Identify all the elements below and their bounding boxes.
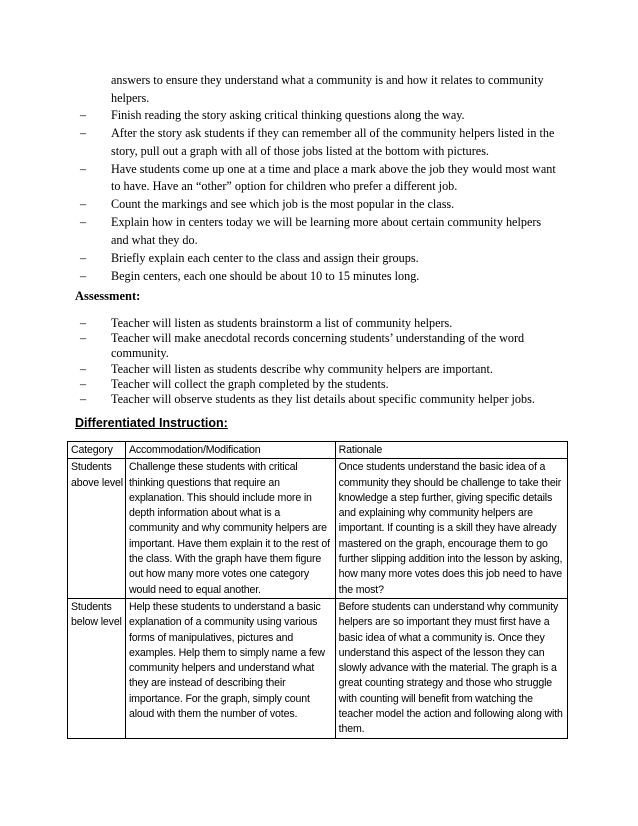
dash-bullet: – — [80, 269, 87, 284]
dash-bullet: – — [80, 392, 87, 407]
dash-bullet: – — [80, 316, 87, 330]
cell-rationale: Once students understand the basic idea of a community they should be challenge to take their knowledge a step further, giving specific details and explaining why community helpers are important. If counting is a skill they have already mastered on the graph, encourage them to go further slipping addition into the lesson by asking, how many more votes does this job need to have the most? — [335, 459, 567, 599]
dash-bullet: – — [80, 108, 87, 122]
procedure-item-text: Briefly explain each center to the class and assign their groups. — [111, 250, 419, 265]
assessment-item — [80, 377, 560, 392]
procedure-item — [80, 268, 560, 286]
dash-bullet: – — [80, 215, 87, 230]
column-header-category: Category — [68, 442, 126, 459]
assessment-item — [80, 331, 560, 361]
dash-bullet: – — [80, 376, 87, 391]
procedure-list — [80, 107, 560, 286]
cell-accommodation: Challenge these students with critical thinking questions that require an explanation. This should include more in depth information about what is a community and why community helpers are important. Have them explain it to the rest of the class. With the graph have them figure out how many more votes one category would need to equal another. — [125, 459, 335, 599]
cell-accommodation: Help these students to understand a basic explanation of a community using various forms of manipulatives, pictures and examples. Help them to simply name a few community helpers and understand what they are instead of describing their importance. For the graph, simply count aloud with them the number of votes. — [125, 598, 335, 738]
procedure-item — [80, 250, 560, 268]
procedure-item-text: Begin centers, each one should be about 10 to 15 minutes long. — [111, 269, 420, 284]
procedure-item — [80, 107, 560, 125]
column-header-rationale: Rationale — [335, 442, 567, 459]
assessment-item-text: Teacher will listen as students describe why community helpers are important. — [111, 361, 493, 376]
assessment-item — [80, 392, 560, 407]
procedure-item — [80, 196, 560, 214]
cell-category: Students above level — [68, 459, 126, 599]
dash-bullet: – — [80, 197, 87, 212]
table-row — [68, 598, 568, 738]
assessment-item-text: Teacher will observe students as they list details about specific community helper jobs. — [111, 392, 535, 407]
assessment-item-text: Teacher will collect the graph completed by the students. — [111, 376, 389, 391]
cell-rationale: Before students can understand why community helpers are so important they must first have a basic idea of what a community is. Once they understand this aspect of the lesson they can slowly advance with the material. The graph is a great counting strategy and those who struggle with counting will benefit from watching the teacher model the action and following along with them. — [335, 598, 567, 738]
table-header-row — [68, 442, 568, 459]
procedure-item-text: Have students come up one at a time and place a mark above the job they would most want to have. Have an “other” option for children who prefer a different job. — [111, 161, 556, 194]
procedure-item-text: Count the markings and see which job is the most popular in the class. — [111, 197, 455, 212]
assessment-list — [80, 316, 560, 407]
procedure-item-text: Finish reading the story asking critical thinking questions along the way. — [111, 108, 465, 122]
differentiated-instruction-table — [67, 441, 568, 739]
procedure-item — [80, 161, 560, 196]
dash-bullet: – — [80, 361, 87, 376]
assessment-item-text: Teacher will listen as students brainstorm a list of community helpers. — [111, 316, 453, 330]
assessment-heading: Assessment: — [75, 289, 141, 303]
table-row — [68, 459, 568, 599]
procedure-item — [80, 125, 560, 160]
assessment-item — [80, 316, 560, 331]
assessment-item — [80, 362, 560, 377]
procedure-item — [80, 214, 560, 249]
assessment-item-text: Teacher will make anecdotal records concerning students’ understanding of the word community. — [111, 331, 525, 361]
differentiated-instruction-heading: Differentiated Instruction: — [75, 416, 228, 430]
dash-bullet: – — [80, 331, 87, 346]
procedure-continuation-text: answers to ensure they understand what a community is and how it relates to community helpers. — [111, 73, 544, 105]
dash-bullet: – — [80, 126, 87, 141]
procedure-item-text: After the story ask students if they can remember all of the community helpers listed in the story, pull out a graph with all of those jobs listed at the bottom with pictures. — [111, 126, 555, 158]
procedure-item-text: Explain how in centers today we will be learning more about certain community helpers and what they do. — [111, 215, 542, 247]
dash-bullet: – — [80, 250, 87, 265]
column-header-accommodation: Accommodation/Modification — [125, 442, 335, 459]
cell-category: Students below level — [68, 598, 126, 738]
dash-bullet: – — [80, 161, 87, 176]
